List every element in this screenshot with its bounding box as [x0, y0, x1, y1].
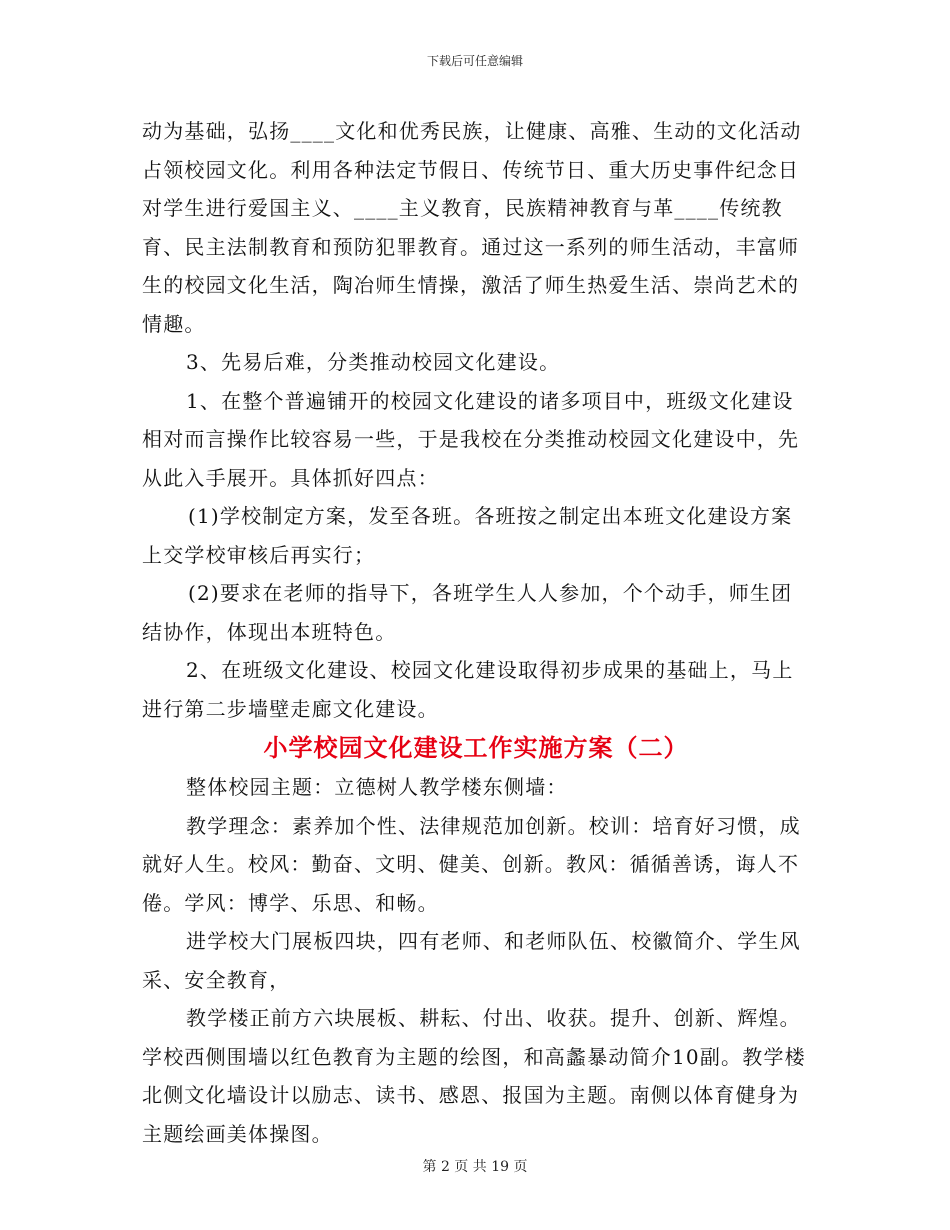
- paragraph-point-3: 3、先易后难，分类推动校园文化建设。: [186, 350, 561, 374]
- page-header-note: 下载后可任意编辑: [426, 54, 523, 68]
- document-body: [142, 112, 810, 1153]
- section-title: 小学校园文化建设工作实施方案（二）: [263, 733, 689, 762]
- paragraph-building-display: 教学楼正前方六块展板、耕耘、付出、收获。提升、创新、辉煌。学校西侧围墙以红色教育为主题的绘图，和高蠡暴动简介10副。教学楼北侧文化墙设计以励志、读书、感恩、报国为主题。南侧以体育健身为主题绘画美体操图。: [142, 1006, 806, 1146]
- paragraph-gate-display: 进学校大门展板四块，四有老师、和老师队伍、校徽简介、学生风采、安全教育，: [142, 929, 801, 992]
- paragraph-wall-culture: 2、在班级文化建设、校园文化建设取得初步成果的基础上，马上进行第二步墙壁走廊文化建设。: [142, 658, 794, 721]
- paragraph-item-2: (2)要求在老师的指导下，各班学生人人参加，个个动手，师生团结协作，体现出本班特色。: [142, 581, 793, 644]
- paragraph-class-culture: 1、在整个普遍铺开的校园文化建设的诸多项目中，班级文化建设相对而言操作比较容易一些，于是我校在分类推动校园文化建设中，先从此入手展开。具体抓好四点：: [142, 388, 800, 490]
- paragraph-campus-theme: 整体校园主题：立德树人教学楼东侧墙：: [186, 775, 568, 799]
- paragraph-item-1: (1)学校制定方案，发至各班。各班按之制定出本班文化建设方案上交学校审核后再实行；: [142, 504, 793, 567]
- paragraph-culture-activities: 动为基础，弘扬____文化和优秀民族，让健康、高雅、生动的文化活动占领校园文化。利用各种法定节假日、传统节日、重大历史事件纪念日对学生进行爱国主义、____主义教育，民族精神教育与革____传统教育、民主法制教育和预防犯罪教育。通过这一系列的师生活动，丰富师生的校园文化生活，陶冶师生情操，激活了师生热爱生活、崇尚艺术的情趣。: [142, 119, 802, 336]
- paragraph-teaching-philosophy: 教学理念：素养加个性、法律规范加创新。校训：培育好习惯，成就好人生。校风：勤奋、文明、健美、创新。教风：循循善诱，诲人不倦。学风：博学、乐思、和畅。: [142, 813, 801, 915]
- page-number: 第 2 页 共 19 页: [422, 1159, 528, 1175]
